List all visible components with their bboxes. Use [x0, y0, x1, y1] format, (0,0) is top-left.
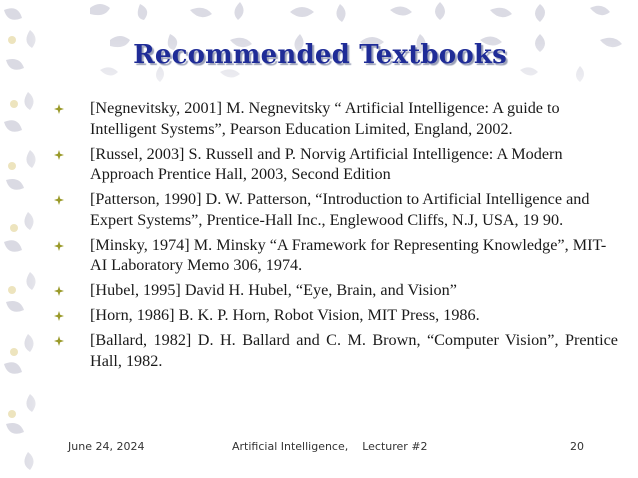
diamond-bullet-icon — [54, 104, 64, 114]
reference-text: [Ballard, 1982] D. H. Ballard and C. M. Brown, “Computer Vision”, Prentice Hall, 1982. — [90, 331, 618, 370]
diamond-bullet-icon — [54, 286, 64, 296]
diamond-bullet-icon — [54, 241, 64, 251]
reference-list — [48, 98, 618, 376]
diamond-bullet-icon — [54, 150, 64, 160]
reference-text: [Hubel, 1995] David H. Hubel, “Eye, Brain, and Vision” — [90, 281, 457, 299]
reference-item — [48, 280, 618, 301]
reference-text: [Minsky, 1974] M. Minsky “A Framework for Representing Knowledge”, MIT-AI Laboratory Memo 306, 1974. — [90, 235, 607, 274]
reference-text: [Horn, 1986] B. K. P. Horn, Robot Vision, MIT Press, 1986. — [90, 306, 480, 324]
reference-text: [Russel, 2003] S. Russell and P. Norvig Artificial Intelligence: A Modern Approach Prentice Hall, 2003, Second Edition — [90, 144, 563, 183]
footer-course: Artificial Intelligence, Lecturer #2 — [232, 440, 428, 453]
reference-item — [48, 330, 618, 371]
diamond-bullet-icon — [54, 311, 64, 321]
reference-item — [48, 98, 618, 139]
reference-text: [Negnevitsky, 2001] M. Negnevitsky “ Artificial Intelligence: A guide to Intelligent Systems”, Pearson Education Limited, England, 2002. — [90, 99, 560, 138]
reference-item — [48, 189, 618, 230]
reference-item — [48, 305, 618, 326]
footer-page-number: 20 — [570, 440, 584, 453]
diamond-bullet-icon — [54, 195, 64, 205]
reference-item — [48, 144, 618, 185]
reference-text: [Patterson, 1990] D. W. Patterson, “Introduction to Artificial Intelligence and Expert Systems”, Prentice-Hall Inc., Englewood Cliffs, N.J, USA, 19 90. — [90, 190, 590, 229]
footer-date: June 24, 2024 — [68, 440, 145, 453]
diamond-bullet-icon — [54, 336, 64, 346]
slide-title: Recommended Textbooks — [133, 40, 507, 70]
reference-item — [48, 235, 618, 276]
